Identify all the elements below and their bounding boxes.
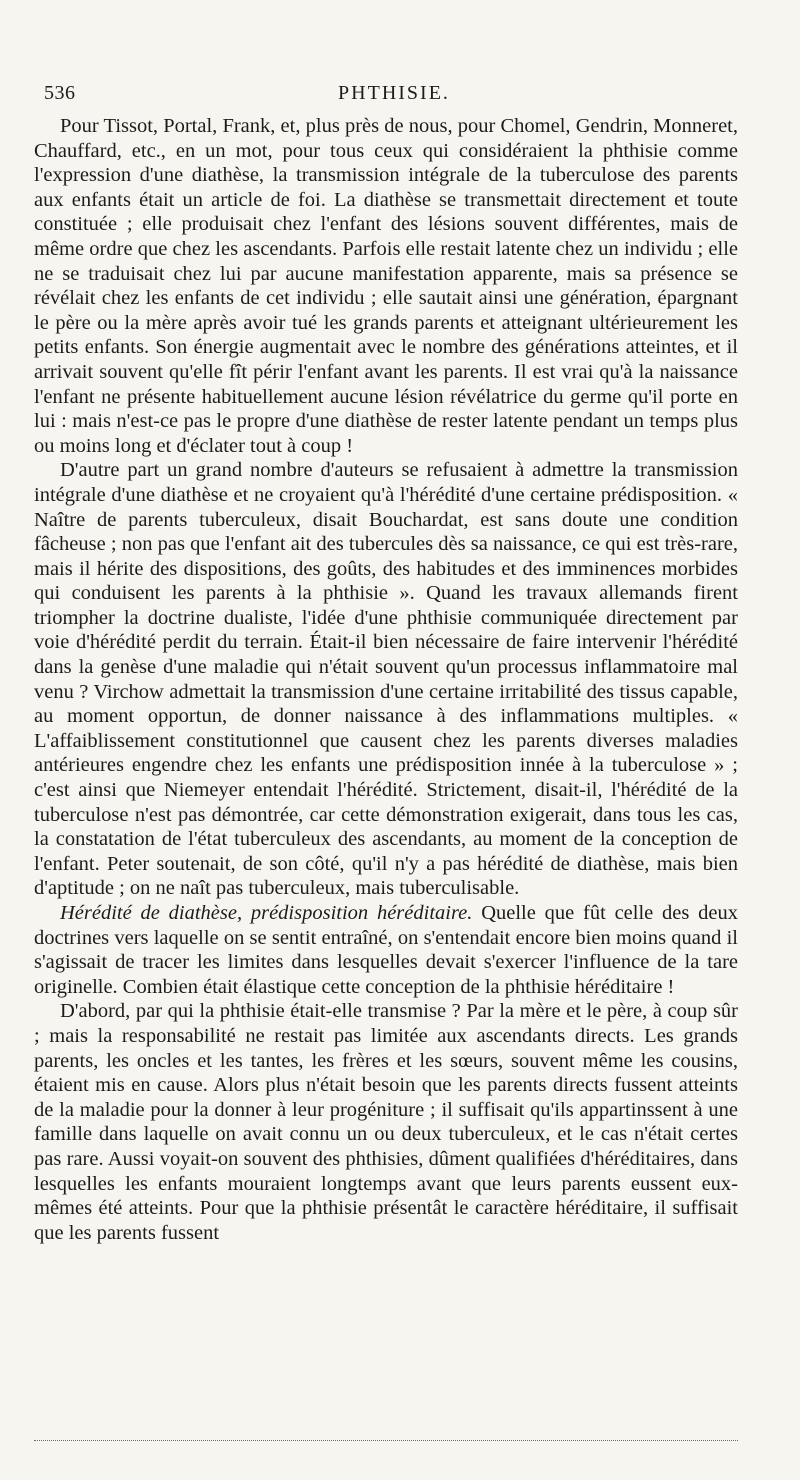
section-term-label: Hérédité de diathèse, prédisposition héréditaire. bbox=[60, 902, 473, 924]
paragraph-1: Pour Tissot, Portal, Frank, et, plus près de nous, pour Chomel, Gendrin, Monneret, Chauffard, etc., en un mot, pour tous ceux qui considéraient la phthisie comme l'expression d'une diathèse, la transmission intégrale de la tuberculose des parents aux enfants était un article de foi. La diathèse se transmettait directement et toute constituée ; elle produisait chez l'enfant des lésions souvent différentes, mais de même ordre que chez les ascendants. Parfois elle restait latente chez un individu ; elle ne se traduisait chez lui par aucune manifestation apparente, mais sa présence se révélait chez les enfants de cet individu ; elle sautait ainsi une génération, épargnant le père ou la mère après avoir tué les grands parents et atteignant ultérieurement les petits enfants. Son énergie augmentait avec le nombre des générations atteintes, et il arrivait souvent qu'elle fît périr l'enfant avant les parents. Il est vrai qu'à la naissance l'enfant ne présente habituellement aucune lésion révélatrice du germe qu'il porte en lui : mais n'est-ce pas le propre d'une diathèse de rester latente pendant un temps plus ou moins long et d'éclater tout à coup ! bbox=[34, 115, 738, 457]
body-text bbox=[34, 114, 738, 1245]
footer-dotted-rule bbox=[34, 1440, 738, 1441]
paragraph-2: D'autre part un grand nombre d'auteurs se refusaient à admettre la transmission intégrale d'une diathèse et ne croyaient qu'à l'hérédité d'une certaine prédisposition. « Naître de parents tuberculeux, disait Bouchardat, est sans doute une condition fâcheuse ; non pas que l'enfant ait des tubercules dès sa naissance, ce qui est très-rare, mais il hérite des dispositions, des goûts, des habitudes et des imminences morbides qui conduisent les parents à la phthisie ». Quand les travaux allemands firent triompher la doctrine dualiste, l'idée d'une phthisie communiquée directement par voie d'hérédité perdit du terrain. Était-il bien nécessaire de faire intervenir l'hérédité dans la genèse d'une maladie qui n'était souvent qu'un processus inflammatoire mal venu ? Virchow admettait la transmission d'une certaine irritabilité des tissus capable, au moment opportun, de donner naissance à des inflammations multiples. « L'affaiblissement constitutionnel que causent chez les parents diverses maladies antérieures engendre chez les enfants une prédisposition innée à la tuberculose » ; c'est ainsi que Niemeyer entendait l'hérédité. Strictement, disait-il, l'hérédité de la tuberculose n'est pas démontrée, car cette démonstration exigerait, dans tous les cas, la constatation de l'état tuberculeux des ascendants, au moment de la conception de l'enfant. Peter soutenait, de son côté, qu'il n'y a pas hérédité de diathèse, mais bien d'aptitude ; on ne naît pas tuberculeux, mais tuberculisable. bbox=[34, 459, 738, 900]
paragraph-3-text: Quelle que fût celle des deux doctrines vers laquelle on se sentit entraîné, on s'entendait encore bien moins quand il s'agissait de tracer les limites dans lesquelles devait s'exercer l'influence de la tare originelle. Combien était élastique cette conception de la phthisie héréditaire ! bbox=[34, 902, 738, 998]
running-title: PHTHISIE. bbox=[338, 82, 450, 104]
paragraph-4: D'abord, par qui la phthisie était-elle transmise ? Par la mère et le père, à coup sûr ; mais la responsabilité ne restait pas limitée aux ascendants directs. Les grands parents, les oncles et les tantes, les frères et les sœurs, souvent même les cousins, étaient mis en cause. Alors plus n'était besoin que les parents directs fussent atteints de la maladie pour la donner à leur progéniture ; il suffisait qu'ils appartinssent à une famille dans laquelle on avait connu un ou deux tuberculeux, et le cas n'était certes pas rare. Aussi voyait-on souvent des phthisies, dûment qualifiées d'héréditaires, dans lesquelles les enfants mouraient longtemps avant que leurs parents eussent eux-mêmes été atteints. Pour que la phthisie présentât le caractère héréditaire, il suffisait que les parents fussent bbox=[34, 1000, 738, 1244]
page-header bbox=[44, 82, 744, 112]
page-number: 536 bbox=[44, 82, 76, 104]
paragraph-3 bbox=[34, 901, 738, 999]
